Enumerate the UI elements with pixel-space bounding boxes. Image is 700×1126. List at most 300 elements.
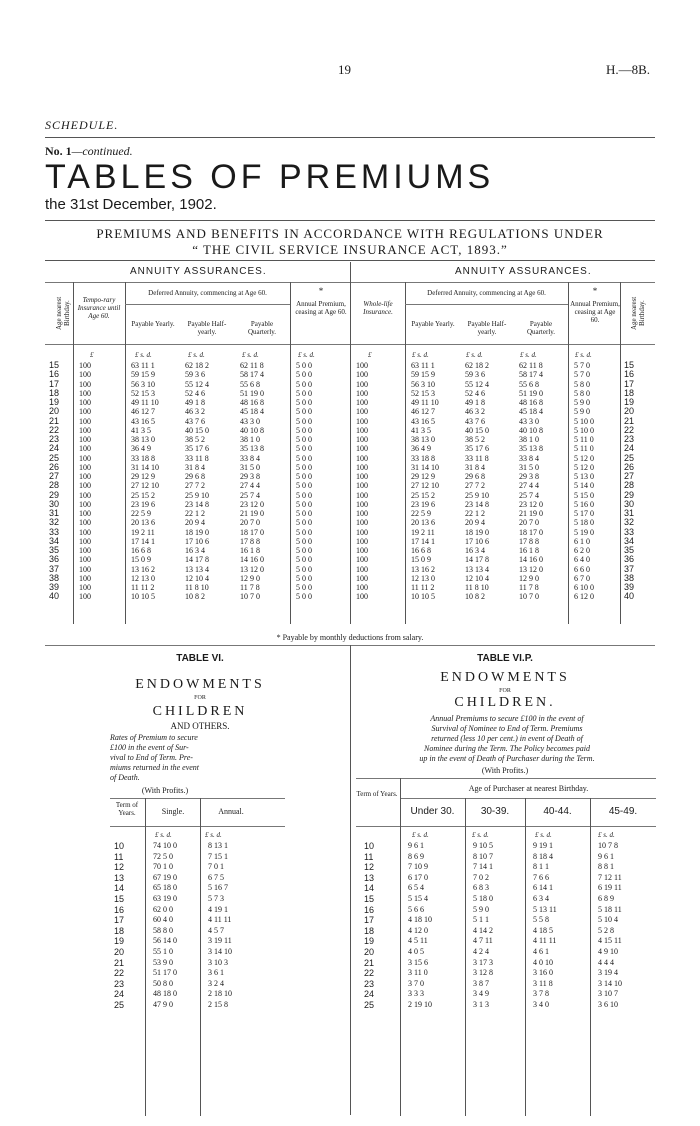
table-cell: 38 13 0: [131, 435, 155, 444]
table-cell: 15: [364, 893, 375, 904]
table-cell: 5 0 0: [296, 388, 312, 398]
table-cell: 100: [79, 490, 91, 500]
table-cell: 10 7 8: [598, 841, 618, 850]
table-cell: 31 5 0: [519, 462, 539, 472]
unit-label: £: [90, 351, 94, 359]
table-cell: 100: [79, 435, 91, 444]
table-cell: 100: [79, 453, 91, 463]
table-cell: 31: [624, 508, 635, 518]
table-vip-band-4: 45-49.: [608, 806, 638, 817]
table-vip-band-1: Under 30.: [410, 806, 455, 817]
table-cell: 6 17 0: [408, 872, 428, 882]
table-row: [110, 979, 260, 990]
table-cell: 5 5 8: [533, 915, 549, 925]
table-vip: [356, 841, 650, 1011]
col-header-half-yearly-right: Payable Half-yearly.: [467, 320, 507, 336]
table-cell: 5 11 0: [574, 444, 594, 454]
table-cell: 8 8 1: [598, 862, 614, 872]
col-header-age-right: Age nearest Birthday.: [630, 296, 646, 330]
table-cell: 11: [114, 851, 124, 862]
table-cell: 100: [356, 555, 368, 565]
table-row: [356, 1000, 650, 1011]
table-cell: 100: [356, 573, 368, 583]
table-row: [356, 873, 650, 884]
table-cell: 37: [49, 563, 60, 574]
table-vi-heading-1: ENDOWMENTS: [135, 677, 265, 692]
table-cell: 3 10 3: [208, 957, 228, 967]
table-row: [356, 989, 650, 1000]
table-cell: 16 6 8: [131, 546, 151, 555]
table-cell: 3 7 8: [533, 989, 549, 999]
table-cell: 40: [624, 591, 635, 602]
table-cell: 5 7 3: [208, 893, 224, 903]
unit-label: £ s. d.: [520, 351, 537, 359]
date-line: the 31st December, 1902.: [45, 196, 217, 213]
table-cell: 100: [79, 407, 91, 417]
table-cell: 5 12 0: [574, 462, 594, 472]
table-cell: 18: [49, 387, 60, 398]
table-cell: 22: [49, 424, 60, 435]
table-cell: 4 18 10: [408, 915, 432, 925]
table-row: [45, 583, 655, 592]
table-cell: 16 1 8: [519, 546, 539, 555]
table-cell: 10: [114, 841, 125, 851]
table-vip-heading-2: FOR: [499, 688, 511, 694]
table-cell: 36: [49, 554, 60, 565]
table-cell: 62 11 8: [240, 361, 264, 370]
table-cell: 5 0 0: [296, 490, 312, 500]
table-cell: 100: [79, 481, 91, 491]
unit-label: £ s. d.: [598, 831, 615, 839]
table-cell: 29 3 8: [240, 472, 260, 481]
table-cell: 3 11 0: [408, 968, 428, 978]
table-cell: 13 12 0: [519, 564, 543, 574]
table-cell: 8 18 4: [533, 851, 553, 861]
col-header-quarterly-right: Payable Quarterly.: [526, 320, 556, 336]
unit-label: £ s. d.: [412, 831, 429, 839]
table-row: [45, 592, 655, 601]
table-cell: 100: [356, 379, 368, 389]
table-cell: 100: [356, 462, 368, 472]
table-row: [110, 905, 260, 916]
table-cell: 5 0 0: [296, 583, 312, 592]
table-cell: 3 4 0: [533, 999, 549, 1009]
col-header-deferred: Deferred Annuity, commencing at Age 60.: [148, 289, 267, 297]
table-cell: 17: [49, 378, 60, 389]
table-row: [45, 361, 655, 370]
table-cell: 23 19 6: [411, 499, 435, 509]
table-cell: 49 1 8: [465, 398, 485, 407]
table-cell: 15: [49, 360, 60, 370]
table-cell: 100: [79, 518, 91, 528]
table-cell: 100: [356, 546, 368, 555]
table-row: [45, 398, 655, 407]
table-vi-profits: (With Profits.): [141, 786, 189, 795]
table-cell: 100: [356, 490, 368, 500]
table-vip-title: TABLE VI.P.: [477, 653, 533, 664]
table-row: [110, 968, 260, 979]
left-section-heading: ANNUITY ASSURANCES.: [130, 266, 267, 277]
table-cell: 38 1 0: [519, 435, 539, 444]
table-cell: 38 1 0: [240, 435, 260, 444]
table-cell: 32: [49, 517, 60, 528]
table-cell: 3 15 6: [408, 957, 428, 967]
table-cell: 21: [624, 415, 635, 426]
table-cell: 6 14 1: [533, 883, 553, 893]
table-cell: 5 0 0: [296, 555, 312, 565]
table-row: [356, 862, 650, 873]
table-cell: 12 9 0: [519, 573, 539, 583]
table-cell: 6 5 4: [408, 883, 424, 893]
table-cell: 12 10 4: [465, 573, 489, 583]
table-cell: 100: [356, 435, 368, 444]
table-cell: 5 9 0: [473, 904, 489, 914]
table-cell: 9 6 1: [598, 851, 614, 861]
table-vi-heading-4: AND OTHERS.: [170, 721, 230, 731]
table-cell: 30: [49, 498, 60, 509]
table-vip-heading-3: CHILDREN.: [454, 695, 556, 710]
table-cell: 26: [49, 461, 60, 472]
table-row: [356, 852, 650, 863]
table-cell: 13 13 4: [185, 564, 209, 574]
table-cell: 36 4 9: [131, 444, 151, 454]
table-cell: 30: [624, 498, 635, 509]
table-cell: 21: [114, 957, 125, 968]
table-vi-description: [110, 733, 199, 783]
table-cell: 15: [114, 893, 125, 904]
table-cell: 11 11 2: [411, 583, 435, 592]
table-cell: 14: [114, 883, 125, 894]
description-line: vival to End of Term. Pre-: [110, 753, 193, 762]
table-cell: 6 12 0: [574, 592, 594, 602]
table-cell: 45 18 4: [519, 407, 543, 417]
table-cell: 25: [364, 999, 375, 1010]
table-vi-col-term: Term of Years.: [115, 801, 139, 817]
table-cell: 3 8 7: [473, 978, 489, 988]
table-cell: 27: [49, 471, 60, 481]
description-line: up in the event of Death of Purchaser during the Term.: [419, 754, 595, 763]
table-cell: 3 2 4: [208, 978, 224, 988]
table-cell: 27 7 2: [185, 481, 205, 491]
page-number: 19: [338, 62, 351, 77]
table-row: [45, 500, 655, 509]
table-cell: 3 17 3: [473, 957, 493, 967]
table-row: [110, 1000, 260, 1011]
table-cell: 25 7 4: [519, 490, 539, 500]
table-cell: 5 18 11: [598, 904, 622, 914]
table-cell: 31 8 4: [465, 462, 485, 472]
unit-label: £ s. d.: [472, 831, 489, 839]
table-cell: 38: [624, 572, 635, 583]
unit-label: £ s. d.: [412, 351, 429, 359]
table-row: [110, 947, 260, 958]
table-cell: 100: [356, 527, 368, 537]
table-cell: 53 9 0: [153, 957, 173, 967]
table-cell: 29 12 9: [411, 472, 435, 481]
table-cell: 17 10 6: [185, 536, 209, 546]
col-header-annual-premium: Annual Premium, ceasing at Age 60.: [295, 300, 347, 316]
table-cell: 100: [356, 583, 368, 592]
table-cell: 24: [114, 989, 125, 1000]
table-cell: 17 10 6: [465, 536, 489, 546]
col-header-age: Age nearest Birthday.: [55, 296, 71, 330]
table-cell: 5 0 0: [296, 518, 312, 528]
table-cell: 100: [79, 388, 91, 398]
table-cell: 43 3 0: [519, 416, 539, 426]
table-cell: 20: [114, 946, 125, 957]
table-row: [356, 926, 650, 937]
table-cell: 5 0 0: [296, 444, 312, 454]
unit-label: £ s. d.: [298, 351, 315, 359]
table-cell: 15: [624, 360, 635, 370]
main-title: TABLES OF PREMIUMS: [45, 158, 495, 196]
table-cell: 15 0 9: [411, 555, 431, 565]
table-cell: 10 10 5: [131, 592, 155, 602]
table-cell: 4 15 11: [598, 936, 622, 946]
table-cell: 56 3 10: [131, 379, 155, 389]
table-cell: 5 18 0: [473, 893, 493, 903]
table-cell: 100: [79, 536, 91, 546]
table-vi-title: TABLE VI.: [176, 653, 224, 664]
table-vi-col-annual: Annual.: [218, 807, 244, 816]
table-cell: 3 1 3: [473, 999, 489, 1009]
table-cell: 4 11 11: [208, 915, 232, 925]
table-cell: 38 5 2: [185, 435, 205, 444]
table-cell: 31 5 0: [240, 462, 260, 472]
table-cell: 27 12 10: [131, 481, 159, 491]
table-cell: 100: [79, 546, 91, 555]
schedule-label: SCHEDULE.: [45, 118, 119, 132]
table-row: [356, 894, 650, 905]
table-vip-description: [364, 714, 650, 764]
table-cell: 23 12 0: [240, 499, 264, 509]
table-cell: 20: [624, 406, 635, 417]
table-cell: 6 19 11: [598, 883, 622, 893]
table-vi: [110, 841, 260, 1011]
table-cell: 21 19 0: [240, 509, 264, 518]
table-cell: 48 18 0: [153, 989, 177, 999]
col-header-deferred-right: Deferred Annuity, commencing at Age 60.: [427, 289, 546, 297]
table-cell: 29 6 8: [465, 472, 485, 481]
subtitle-line-2: “ THE CIVIL SERVICE INSURANCE ACT, 1893.”: [192, 242, 508, 257]
table-cell: 4 6 1: [533, 946, 549, 956]
unit-label: £ s. d.: [135, 351, 152, 359]
table-cell: 100: [356, 425, 368, 435]
table-cell: 6 10 0: [574, 583, 594, 592]
table-cell: 4 14 2: [473, 925, 493, 935]
description-line: £100 in the event of Sur-: [110, 743, 189, 752]
table-cell: 55 12 4: [465, 379, 489, 389]
table-row: [45, 426, 655, 435]
table-cell: 31 14 10: [131, 462, 159, 472]
table-row: [45, 454, 655, 463]
table-cell: 8 6 9: [408, 851, 424, 861]
table-cell: 4 5 11: [408, 936, 428, 946]
table-row: [45, 565, 655, 574]
table-cell: 3 6 10: [598, 999, 618, 1009]
table-cell: 27 12 10: [411, 481, 439, 491]
table-cell: 5 0 0: [296, 536, 312, 546]
table-cell: 43 3 0: [240, 416, 260, 426]
table-cell: 11 8 10: [185, 583, 209, 592]
table-cell: 100: [356, 453, 368, 463]
table-cell: 100: [356, 472, 368, 481]
table-row: [45, 463, 655, 472]
table-row: [110, 936, 260, 947]
table-cell: 25: [624, 452, 635, 463]
unit-label: £: [368, 351, 372, 359]
table-cell: 20 13 6: [131, 518, 155, 528]
table-vip-profits: (With Profits.): [481, 766, 529, 775]
table-cell: 22: [364, 968, 375, 979]
table-cell: 100: [79, 398, 91, 407]
table-cell: 43 16 5: [411, 416, 435, 426]
table-cell: 23 19 6: [131, 499, 155, 509]
table-row: [110, 862, 260, 873]
description-line: returned (less 10 per cent.) in event of Death of: [431, 734, 583, 743]
table-cell: 20 9 4: [185, 518, 205, 528]
table-cell: 51 19 0: [519, 388, 543, 398]
table-cell: 100: [356, 361, 368, 370]
table-vip-heading-1: ENDOWMENTS: [440, 670, 570, 685]
table-cell: 19: [624, 397, 635, 407]
table-cell: 3 6 1: [208, 968, 224, 978]
table-cell: 59 15 9: [411, 370, 435, 380]
lower-divider: [350, 645, 351, 1115]
table-row: [45, 380, 655, 389]
right-section-heading: ANNUITY ASSURANCES.: [455, 266, 592, 277]
table-cell: 100: [356, 444, 368, 454]
table-cell: 41 3 5: [411, 425, 431, 435]
table-cell: 49 11 10: [131, 398, 159, 407]
table-cell: 100: [356, 370, 368, 380]
table-row: [45, 444, 655, 453]
table-row: [356, 958, 650, 969]
table-cell: 29 6 8: [185, 472, 205, 481]
table-cell: 48 16 8: [240, 398, 264, 407]
table-cell: 100: [356, 509, 368, 518]
table-cell: 22 5 9: [131, 509, 151, 518]
table-cell: 74 10 0: [153, 841, 177, 850]
table-cell: 27: [624, 471, 635, 481]
table-cell: 25: [114, 999, 125, 1010]
table-cell: 24: [364, 989, 375, 1000]
table-cell: 10: [364, 841, 375, 851]
table-row: [356, 979, 650, 990]
table-cell: 72 5 0: [153, 851, 173, 861]
table-cell: 100: [79, 379, 91, 389]
table-row: [45, 481, 655, 490]
description-line: Survival of Nominee to End of Term. Premiums: [431, 724, 583, 733]
table-cell: 48 16 8: [519, 398, 543, 407]
table-cell: 36: [624, 554, 635, 565]
table-cell: 16: [49, 369, 60, 380]
table-cell: 14: [364, 883, 375, 894]
table-cell: 3 7 0: [408, 978, 424, 988]
table-cell: 33 18 8: [411, 453, 435, 463]
table-cell: 5 0 0: [296, 592, 312, 602]
table-cell: 100: [356, 481, 368, 491]
table-cell: 100: [79, 416, 91, 426]
table-cell: 5 13 0: [574, 472, 594, 481]
table-vip-band-2: 30-39.: [480, 806, 510, 817]
table-row: [110, 852, 260, 863]
table-cell: 3 10 7: [598, 989, 618, 999]
col-header-annual-premium-right: Annual Premium, ceasing at Age 60.: [570, 300, 620, 324]
table-cell: 7 15 1: [208, 851, 228, 861]
table-cell: 7 0 1: [208, 862, 224, 872]
table-cell: 100: [79, 370, 91, 380]
table-cell: 100: [79, 425, 91, 435]
table-cell: 19: [114, 936, 125, 947]
table-cell: 4 5 7: [208, 925, 224, 935]
unit-label: £ s. d.: [205, 831, 222, 839]
table-cell: 12 10 4: [185, 573, 209, 583]
table-row: [110, 989, 260, 1000]
table-cell: 29: [624, 489, 635, 500]
table-cell: 5 0 0: [296, 453, 312, 463]
table-row: [45, 491, 655, 500]
rule: [110, 798, 285, 799]
table-cell: 59 3 6: [185, 370, 205, 380]
table-cell: 6 2 0: [574, 546, 590, 555]
table-cell: 5 12 0: [574, 453, 594, 463]
table-row: [110, 841, 260, 852]
table-cell: 16 3 4: [185, 546, 205, 555]
table-cell: 17 14 1: [131, 536, 155, 546]
table-cell: 5 0 0: [296, 416, 312, 426]
table-cell: 4 7 11: [473, 936, 493, 946]
table-cell: 22: [624, 424, 635, 435]
table-cell: 15 0 9: [131, 555, 151, 565]
table-cell: 5 0 0: [296, 379, 312, 389]
table-cell: 5 8 0: [574, 388, 590, 398]
table-cell: 100: [356, 536, 368, 546]
table-cell: 18: [114, 925, 125, 936]
table-cell: 5 14 0: [574, 481, 594, 491]
table-cell: 46 12 7: [131, 407, 155, 417]
footnote: * Payable by monthly deductions from salary.: [276, 633, 424, 642]
table-cell: 100: [79, 444, 91, 454]
table-cell: 35: [624, 545, 635, 555]
table-cell: 5 16 0: [574, 499, 594, 509]
table-cell: 12: [364, 862, 375, 873]
table-cell: 18 19 0: [465, 527, 489, 537]
table-cell: 63 11 1: [411, 361, 435, 370]
table-cell: 5 15 4: [408, 893, 428, 903]
rule: [45, 260, 655, 261]
table-cell: 17 8 8: [519, 536, 539, 546]
table-cell: 17: [364, 915, 375, 926]
table-cell: 11 8 10: [465, 583, 489, 592]
table-cell: 52 15 3: [131, 388, 155, 398]
table-cell: 5 19 0: [574, 527, 594, 537]
star-marker: *: [592, 286, 598, 296]
table-cell: 5 0 0: [296, 564, 312, 574]
unit-label: £ s. d.: [242, 351, 259, 359]
table-cell: 29 12 9: [131, 472, 155, 481]
table-cell: 5 0 0: [296, 472, 312, 481]
table-cell: 55 1 0: [153, 946, 173, 956]
table-row: [45, 389, 655, 398]
table-cell: 6 7 5: [208, 872, 224, 882]
table-cell: 10 7 0: [519, 592, 539, 602]
table-cell: 58 17 4: [519, 370, 543, 380]
table-cell: 17 8 8: [240, 536, 260, 546]
table-cell: 9 19 1: [533, 841, 553, 850]
table-cell: 100: [356, 592, 368, 602]
table-vi-heading-3: CHILDREN: [152, 704, 248, 719]
